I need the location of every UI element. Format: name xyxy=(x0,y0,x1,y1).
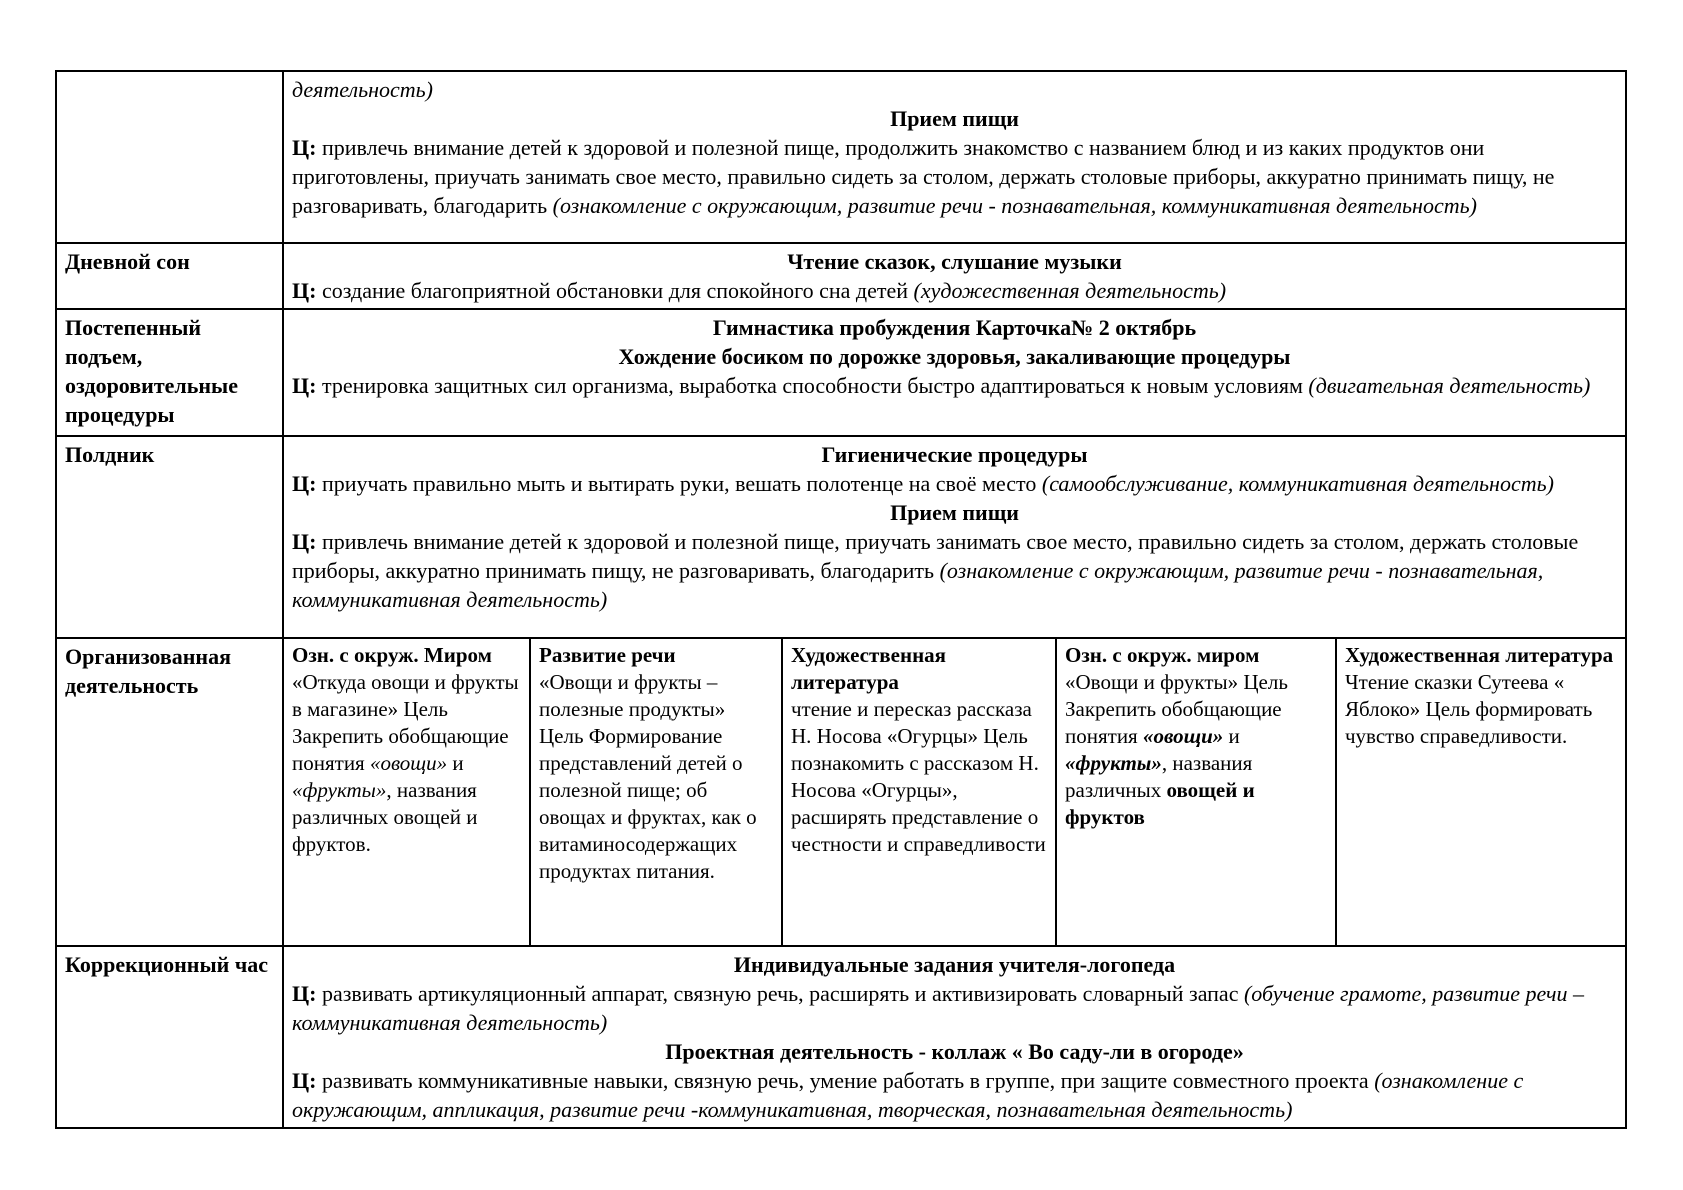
table-row xyxy=(56,243,1626,309)
text-run: Проектная деятельность - коллаж « Во саду-ли в огороде» xyxy=(665,1039,1244,1064)
text-run: создание благоприятной обстановки для спокойного сна детей xyxy=(316,278,914,303)
paragraph xyxy=(292,469,1617,498)
text-run: Художественная литература xyxy=(791,643,947,694)
row-label-cell: Коррекционный час xyxy=(56,946,283,1128)
text-run: «Овощи и фрукты – полезные продукты» Цель Формирование представлений детей о полезной пище; об овощах и фруктах, как о витаминосодержащих продуктах питания. xyxy=(539,670,757,883)
text-run: (ознакомление с окружающим, аппликация, развитие речи -коммуникативная, творческая, познавательная деятельность) xyxy=(292,1068,1524,1122)
text-run: овощей и фруктов xyxy=(1065,778,1255,829)
text-run: деятельность) xyxy=(292,77,434,102)
text-run: Хождение босиком по дорожке здоровья, закаливающие процедуры xyxy=(618,344,1291,369)
text-run: Озн. с окруж. миром xyxy=(1065,643,1260,667)
paragraph xyxy=(292,669,521,858)
text-run: Ц: xyxy=(292,373,317,398)
section-heading xyxy=(292,498,1617,527)
text-run: Ц: xyxy=(292,529,317,554)
paragraph xyxy=(1345,642,1617,669)
text-run: (обучение грамоте, развитие речи – коммуникативная деятельность) xyxy=(292,981,1585,1035)
text-run: (самообслуживание, коммуникативная деятельность) xyxy=(1041,471,1554,496)
text-run: «Овощи и фрукты» Цель Закрепить обобщающие понятия xyxy=(1065,670,1288,748)
paragraph xyxy=(539,669,773,885)
text-run: Прием пищи xyxy=(890,106,1019,131)
table-row xyxy=(56,309,1626,436)
text-run: «овощи» xyxy=(1142,724,1224,748)
row-label-cell: Организованная деятельность xyxy=(56,638,283,946)
section-heading xyxy=(292,313,1617,342)
table-row xyxy=(56,638,1626,946)
text-run: тренировка защитных сил организма, выработка способности быстро адаптироваться к новым условиям xyxy=(316,373,1309,398)
daily-schedule-table xyxy=(55,70,1627,1129)
text-run: Развитие речи xyxy=(539,643,676,667)
paragraph xyxy=(791,696,1047,858)
section-heading xyxy=(292,342,1617,371)
text-run: Чтение сказок, слушание музыки xyxy=(787,249,1122,274)
table-row xyxy=(56,71,1626,243)
paragraph xyxy=(292,979,1617,1037)
row-label-cell: Дневной сон xyxy=(56,243,283,309)
text-run: , названия различных овощей и фруктов. xyxy=(292,778,478,856)
text-run: привлечь внимание детей к здоровой и полезной пище, продолжить знакомство с названием блюд и из каких продуктов они приготовлены, приучать занимать свое место, правильно сидеть за столом, держать столовые приборы, аккуратно принимать пищу, не разговаривать, благодарить xyxy=(292,135,1555,218)
row-label-cell xyxy=(56,71,283,243)
text-run: «Откуда овощи и фрукты в магазине» Цель Закрепить обобщающие понятия xyxy=(292,670,519,775)
content-cell xyxy=(283,436,1626,638)
content-cell xyxy=(283,309,1626,436)
paragraph xyxy=(292,642,521,669)
text-run: приучать правильно мыть и вытирать руки, вешать полотенце на своё место xyxy=(316,471,1042,496)
text-run: (двигательная деятельность) xyxy=(1308,373,1591,398)
paragraph xyxy=(292,133,1617,220)
paragraph xyxy=(292,371,1617,400)
content-cell xyxy=(530,638,782,946)
paragraph xyxy=(292,1066,1617,1124)
paragraph xyxy=(292,527,1617,614)
text-run: Ц: xyxy=(292,135,317,160)
paragraph xyxy=(1065,669,1327,831)
text-run: и xyxy=(447,751,464,775)
text-run: развивать артикуляционный аппарат, связную речь, расширять и активизировать словарный запас xyxy=(316,981,1244,1006)
section-heading xyxy=(292,1037,1617,1066)
section-heading xyxy=(292,104,1617,133)
row-label-cell: Полдник xyxy=(56,436,283,638)
text-run: Чтение сказки Сутеева « Яблоко» Цель формировать чувство справедливости. xyxy=(1345,670,1593,748)
text-run: привлечь внимание детей к здоровой и полезной пище, приучать занимать свое место, правильно сидеть за столом, держать столовые приборы, аккуратно принимать пищу, не разговаривать, благодарить xyxy=(292,529,1579,583)
text-run: Ц: xyxy=(292,278,317,303)
text-run: (ознакомление с окружающим, развитие речи - познавательная, коммуникативная деятельность) xyxy=(292,558,1544,612)
text-run: и xyxy=(1223,724,1240,748)
text-run: «овощи» xyxy=(369,751,448,775)
content-cell xyxy=(283,71,1626,243)
paragraph xyxy=(791,642,1047,696)
text-run: (ознакомление с окружающим, развитие речи - познавательная, коммуникативная деятельность) xyxy=(552,193,1477,218)
text-run: чтение и пересказ рассказа Н. Носова «Огурцы» Цель познакомить с рассказом Н. Носова «Огурцы», расширять представление о честности и справедливости xyxy=(791,697,1046,856)
content-cell xyxy=(782,638,1056,946)
text-run: Озн. с окруж. Миром xyxy=(292,643,492,667)
content-cell xyxy=(1056,638,1336,946)
section-heading xyxy=(292,950,1617,979)
text-run: Прием пищи xyxy=(890,500,1019,525)
text-run: Ц: xyxy=(292,981,317,1006)
text-run: Ц: xyxy=(292,1068,317,1093)
text-run: (художественная деятельность) xyxy=(913,278,1227,303)
section-heading xyxy=(292,247,1617,276)
text-run: Гигиенические процедуры xyxy=(821,442,1088,467)
text-run: Индивидуальные задания учителя-логопеда xyxy=(733,952,1176,977)
paragraph xyxy=(292,276,1617,305)
text-run: развивать коммуникативные навыки, связную речь, умение работать в группе, при защите совместного проекта xyxy=(316,1068,1375,1093)
text-run: , названия различных xyxy=(1065,751,1253,802)
row-label-cell: Постепенный подъем, оздоровительные процедуры xyxy=(56,309,283,436)
table-row xyxy=(56,436,1626,638)
text-run: Ц: xyxy=(292,471,317,496)
text-run: «фрукты» xyxy=(292,778,387,802)
content-cell xyxy=(283,946,1626,1128)
table-row xyxy=(56,946,1626,1128)
paragraph xyxy=(292,75,1617,104)
content-cell xyxy=(1336,638,1626,946)
text-run: «фрукты» xyxy=(1065,751,1162,775)
paragraph xyxy=(539,642,773,669)
paragraph xyxy=(1345,669,1617,750)
content-cell xyxy=(283,243,1626,309)
paragraph xyxy=(1065,642,1327,669)
text-run: Гимнастика пробуждения Карточка№ 2 октябрь xyxy=(712,315,1197,340)
content-cell xyxy=(283,638,530,946)
text-run: Художественная литература xyxy=(1345,643,1614,667)
section-heading xyxy=(292,440,1617,469)
